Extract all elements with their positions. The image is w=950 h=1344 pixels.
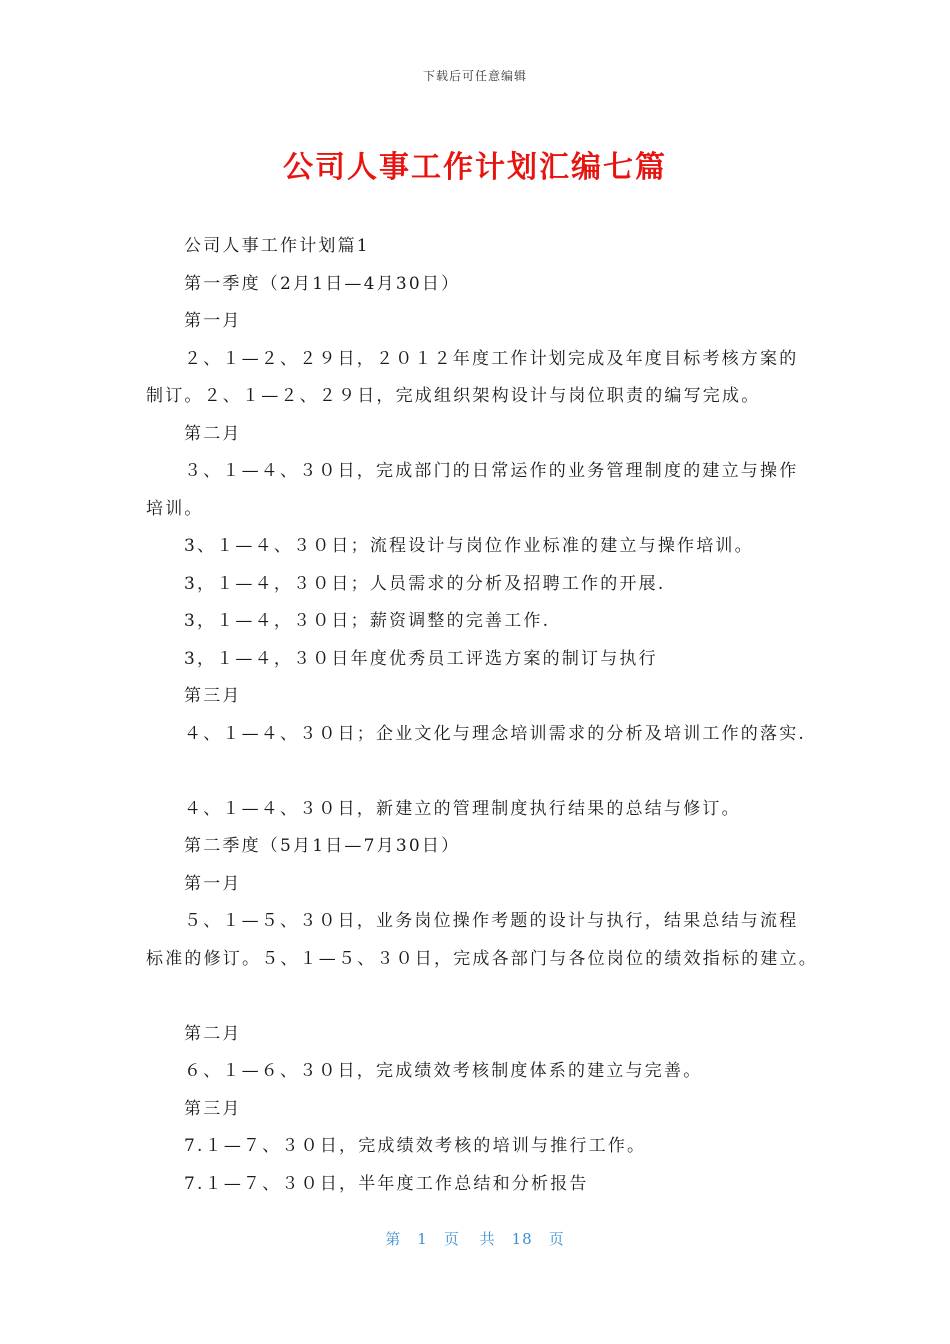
- month-heading: 第一月: [184, 311, 242, 331]
- paragraph-line: 制订。２、１—２、２９日，完成组织架构设计与岗位职责的编写完成。: [146, 386, 761, 406]
- paragraph-line: ４、１—４、３０日，新建立的管理制度执行结果的总结与修订。: [184, 798, 741, 819]
- page-footer: [0, 1228, 950, 1249]
- paragraph-spacer: [146, 753, 812, 791]
- paragraph-line: ４、１—４、３０日；企业文化与理念培训需求的分析及培训工作的落实.: [184, 723, 807, 744]
- quarter-heading: 第二季度（5月1日—7月30日）: [184, 836, 461, 856]
- paragraph-line: 标准的修订。５、１—５、３０日，完成各部门与各位岗位的绩效指标的建立。: [146, 948, 818, 969]
- document-body: [146, 228, 818, 1203]
- page-number: 1: [417, 1230, 428, 1248]
- month-heading: 第三月: [184, 686, 242, 706]
- header-note: 下载后可任意编辑: [422, 69, 527, 83]
- paragraph-line: 7.１—７、３０日，完成绩效考核的培训与推行工作。: [184, 1136, 647, 1156]
- page-label: 第: [385, 1230, 402, 1248]
- month-heading: 第一月: [184, 873, 242, 894]
- month-heading: 第二月: [184, 423, 242, 444]
- document-title: 公司人事工作计划汇编七篇: [283, 150, 667, 185]
- paragraph-line: 3，１—４，３０日；人员需求的分析及招聘工作的开展.: [184, 573, 666, 594]
- total-pages: 18: [511, 1230, 533, 1248]
- section-heading: 公司人事工作计划篇1: [184, 236, 370, 256]
- paragraph-line: 3，１—４，３０日；薪资调整的完善工作.: [184, 611, 551, 631]
- paragraph-line: 7.１—７、３０日，半年度工作总结和分析报告: [184, 1173, 589, 1194]
- paragraph-line: ５、１—５、３０日，业务岗位操作考题的设计与执行，结果总结与流程: [184, 911, 799, 931]
- page-end-label: 页: [548, 1230, 565, 1248]
- total-label: 页 共: [443, 1230, 496, 1248]
- month-heading: 第三月: [184, 1098, 242, 1119]
- paragraph-spacer: [146, 978, 812, 1016]
- quarter-heading: 第一季度（2月1日—4月30日）: [184, 273, 461, 294]
- paragraph-line: 培训。: [146, 498, 204, 519]
- month-heading: 第二月: [184, 1023, 242, 1044]
- paragraph-line: ２、１—２、２９日，２０１２年度工作计划完成及年度目标考核方案的: [184, 348, 799, 369]
- paragraph-line: 3、１—４、３０日；流程设计与岗位作业标准的建立与操作培训。: [184, 536, 754, 556]
- paragraph-line: 3，１—４，３０日年度优秀员工评选方案的制订与执行: [184, 648, 658, 669]
- paragraph-line: ６、１—６、３０日，完成绩效考核制度体系的建立与完善。: [184, 1061, 703, 1081]
- paragraph-line: ３、１—４、３０日，完成部门的日常运作的业务管理制度的建立与操作: [184, 461, 799, 481]
